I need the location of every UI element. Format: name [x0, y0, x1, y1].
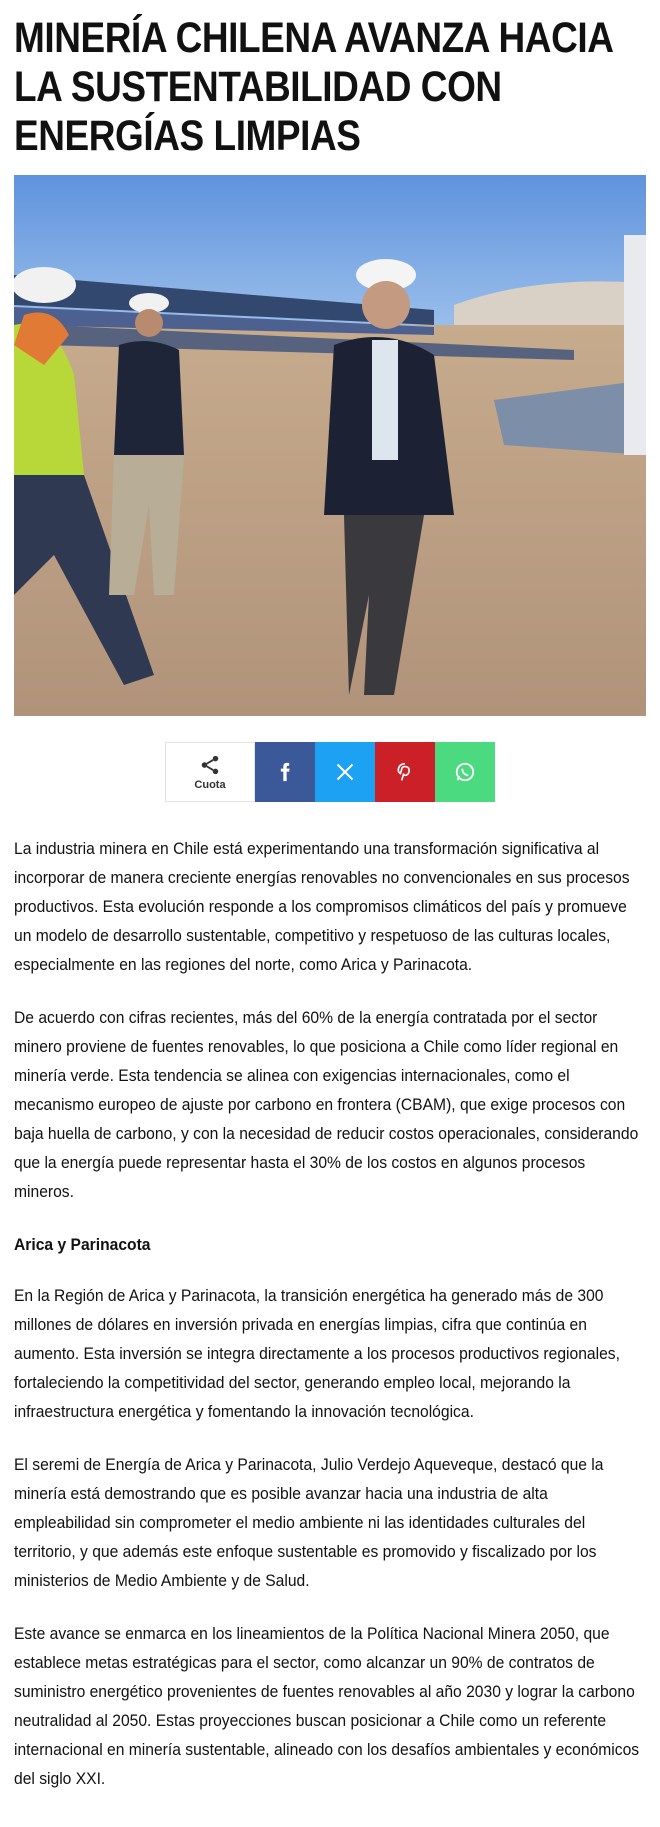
paragraph-1: La industria minera en Chile está experimentando una transformación significativa al incorporar de manera creciente energías renovables no convencionales en sus procesos productivos. Esta evolución responde a los compromisos climáticos del país y promueve un modelo de desarrollo sustentable, competitivo y respetuoso de las culturas locales, especialmente en las regiones del norte, como Arica y Parinacota. [14, 839, 630, 974]
solar-plant-photo [14, 175, 646, 716]
paragraph-5: Este avance se enmarca en los lineamientos de la Política Nacional Minera 2050, que establece metas estratégicas para el sector, como alcanzar un 90% de contratos de suministro energético provenientes de fuentes renovables al año 2030 y lograr la carbono neutralidad al 2050. Estas proyecciones buscan posicionar a Chile como un referente internacional en minería sustentable, alineado con los desafíos ambientales y económicos del siglo XXI. [14, 1624, 640, 1788]
pinterest-icon [395, 762, 415, 782]
facebook-share-button[interactable] [255, 742, 315, 802]
share-bar [14, 742, 646, 802]
section-heading: Arica y Parinacota [14, 1235, 151, 1254]
facebook-icon [275, 762, 295, 782]
article-body [14, 834, 646, 1793]
article-hero-image [14, 175, 646, 716]
x-share-button[interactable] [315, 742, 375, 802]
whatsapp-icon [454, 761, 476, 783]
share-count-button[interactable] [165, 742, 255, 802]
pinterest-share-button[interactable] [375, 742, 435, 802]
x-icon [335, 762, 355, 782]
share-icon [199, 754, 221, 776]
whatsapp-share-button[interactable] [435, 742, 495, 802]
paragraph-3: En la Región de Arica y Parinacota, la transición energética ha generado más de 300 millones de dólares en inversión privada en energías limpias, cifra que continúa en aumento. Esta inversión se integra directamente a los procesos productivos regionales, fortaleciendo la competitividad del sector, generando empleo local, mejorando la infraestructura energética y fomentando la innovación tecnológica. [14, 1286, 620, 1421]
share-label: Cuota [194, 778, 226, 791]
paragraph-4: El seremi de Energía de Arica y Parinacota, Julio Verdejo Aqueveque, destacó que la minería está demostrando que es posible avanzar hacia una industria de alta empleabilidad sin comprometer el medio ambiente ni las identidades culturales del territorio, y que además este enfoque sustentable es promovido y fiscalizado por los ministerios de Medio Ambiente y de Salud. [14, 1455, 604, 1590]
paragraph-2: De acuerdo con cifras recientes, más del 60% de la energía contratada por el sector minero proviene de fuentes renovables, lo que posiciona a Chile como líder regional en minería verde. Esta tendencia se alinea con exigencias internacionales, como el mecanismo europeo de ajuste por carbono en frontera (CBAM), que exige procesos con baja huella de carbono, y con la necesidad de reducir costos operacionales, considerando que la energía puede representar hasta el 30% de los costos en algunos procesos mineros. [14, 1008, 639, 1201]
article-title: MINERÍA CHILENA AVANZA HACIA LA SUSTENTABILIDAD CON ENERGÍAS LIMPIAS [14, 14, 613, 160]
